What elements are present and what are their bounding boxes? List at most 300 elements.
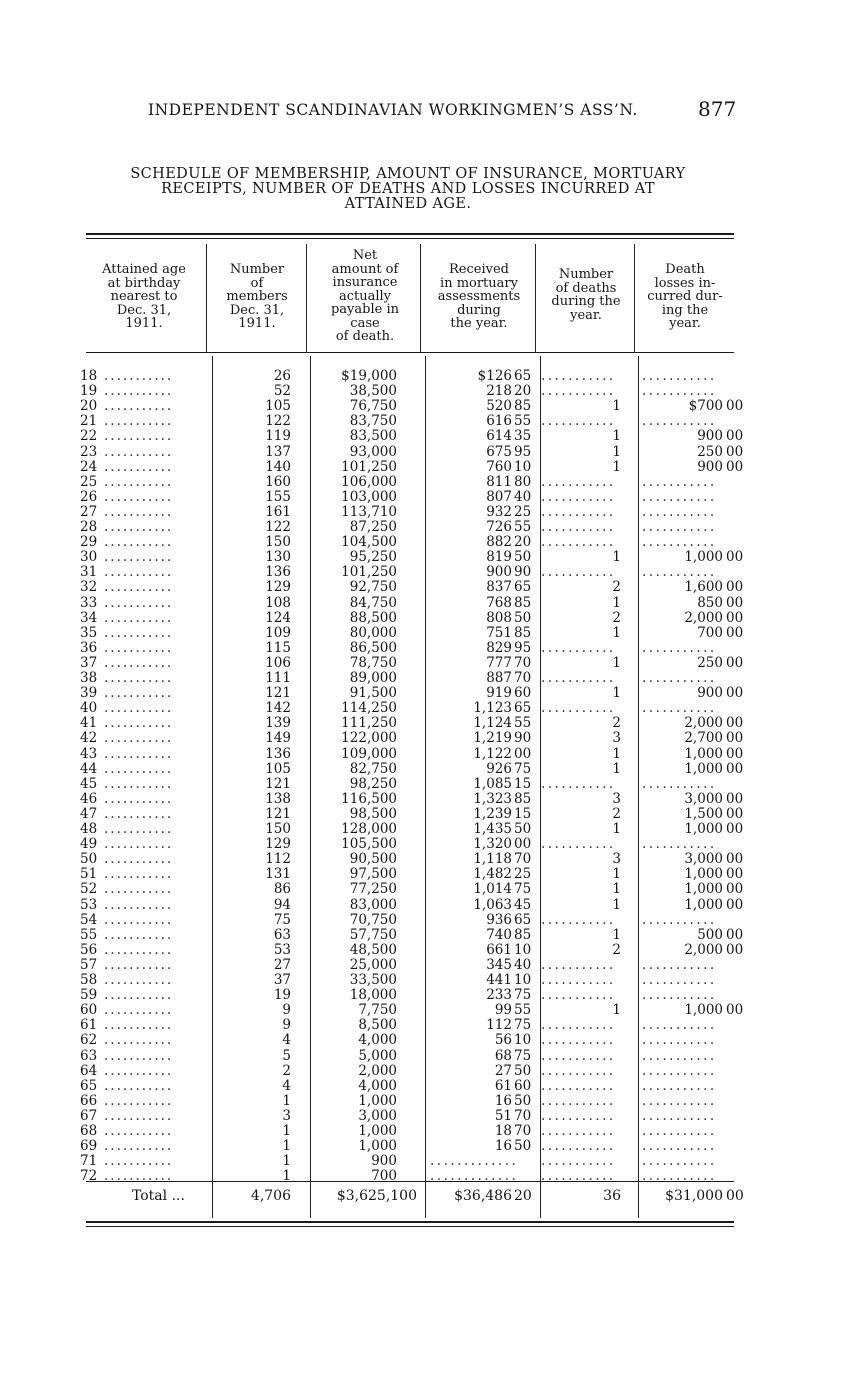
loss-cents-cell: 00 — [726, 745, 744, 762]
loss-dollars-cell: 1,000 — [684, 745, 723, 762]
members-cell: 1 — [282, 1153, 291, 1170]
col-header-losses: Death losses in- curred dur- ing the year. — [647, 262, 723, 331]
dot-leader: ........... — [104, 790, 174, 807]
received-cents-cell: 75 — [514, 881, 532, 898]
received-dollars-cell: 16 — [494, 1138, 512, 1155]
amount-cell: 70,750 — [349, 911, 397, 928]
table-row — [0, 716, 863, 731]
table-row — [0, 414, 863, 429]
amount-cell: 8,500 — [358, 1017, 397, 1034]
amount-cell: 98,500 — [349, 805, 397, 822]
empty-dots: ........... — [642, 413, 717, 430]
age-cell: 45 — [80, 775, 98, 792]
received-cents-cell: 10 — [514, 458, 532, 475]
loss-cents-cell: 00 — [726, 790, 744, 807]
loss-dollars-cell: 2,000 — [684, 941, 723, 958]
amount-cell: 84,750 — [349, 594, 397, 611]
age-cell: 50 — [80, 851, 98, 868]
age-cell: 46 — [80, 790, 98, 807]
empty-dots: ........... — [642, 1077, 717, 1094]
received-dollars-cell: 112 — [486, 1017, 512, 1034]
empty-dots: ........... — [642, 488, 717, 505]
table-row — [0, 1109, 863, 1124]
age-cell: 61 — [80, 1017, 98, 1034]
members-cell: 3 — [282, 1107, 291, 1124]
loss-dollars-cell: 2,700 — [684, 730, 723, 747]
header-bottom-rule — [86, 352, 734, 353]
received-dollars-cell: 616 — [486, 413, 512, 430]
table-row — [0, 399, 863, 414]
empty-dots: ............. — [430, 1168, 519, 1185]
empty-dots: ........... — [642, 911, 717, 928]
members-cell: 19 — [273, 987, 291, 1004]
received-cents-cell: 75 — [514, 1017, 532, 1034]
empty-dots: ........... — [541, 836, 616, 853]
received-cents-cell: 75 — [514, 987, 532, 1004]
age-cell: 28 — [80, 519, 98, 535]
loss-dollars-cell: 700 — [697, 624, 723, 641]
amount-cell: $19,000 — [341, 368, 397, 384]
total-received-cents: 20 — [514, 1188, 532, 1204]
received-dollars-cell: 61 — [494, 1077, 512, 1094]
age-cell: 65 — [80, 1077, 98, 1094]
dot-leader: ........... — [104, 624, 174, 641]
table-row — [0, 973, 863, 988]
dot-leader: ........... — [104, 805, 174, 822]
age-cell: 44 — [80, 760, 98, 777]
members-cell: 150 — [265, 534, 291, 551]
dot-leader: ........... — [104, 775, 174, 792]
members-cell: 37 — [273, 972, 291, 988]
age-cell: 57 — [80, 956, 98, 973]
received-dollars-cell: 18 — [494, 1123, 512, 1139]
received-cents-cell: 40 — [514, 956, 532, 973]
received-dollars-cell: 936 — [486, 911, 512, 928]
members-cell: 119 — [265, 428, 291, 445]
loss-dollars-cell: 3,000 — [684, 790, 723, 807]
age-cell: 43 — [80, 745, 98, 762]
empty-dots: ........... — [541, 972, 616, 988]
members-cell: 106 — [265, 654, 291, 671]
age-cell: 60 — [80, 1002, 98, 1019]
empty-dots: ........... — [541, 503, 616, 520]
empty-dots: ........... — [541, 956, 616, 973]
column-divider — [634, 244, 635, 352]
age-cell: 23 — [80, 443, 98, 460]
received-cents-cell: 70 — [514, 1123, 532, 1139]
table-row — [0, 626, 863, 641]
amount-cell: 77,250 — [349, 881, 397, 898]
received-dollars-cell: 808 — [486, 609, 512, 626]
total-loss-cents: 00 — [726, 1188, 744, 1204]
empty-dots: ........... — [541, 1092, 616, 1109]
empty-dots: ........... — [642, 1047, 717, 1064]
age-cell: 20 — [80, 398, 98, 415]
members-cell: 131 — [265, 866, 291, 883]
total-received-dollars: $36,486 — [454, 1188, 512, 1204]
table-bottom-rule — [86, 1221, 734, 1223]
received-dollars-cell: 1,219 — [473, 730, 512, 747]
received-dollars-cell: 829 — [486, 639, 512, 656]
title-line: RECEIPTS, NUMBER OF DEATHS AND LOSSES INCURRED AT — [161, 181, 655, 197]
received-cents-cell: 35 — [514, 428, 532, 445]
loss-cents-cell: 00 — [726, 398, 744, 415]
empty-dots: ........... — [541, 911, 616, 928]
empty-dots: ........... — [541, 1107, 616, 1124]
age-cell: 49 — [80, 836, 98, 853]
loss-cents-cell: 00 — [726, 458, 744, 475]
received-dollars-cell: 1,323 — [473, 790, 512, 807]
empty-dots: ........... — [541, 534, 616, 551]
deaths-cell: 2 — [612, 609, 621, 626]
dot-leader: ........... — [104, 685, 174, 702]
dot-leader: ........... — [104, 428, 174, 445]
members-cell: 140 — [265, 458, 291, 475]
members-cell: 155 — [265, 488, 291, 505]
received-dollars-cell: 233 — [486, 987, 512, 1004]
members-cell: 136 — [265, 564, 291, 581]
amount-cell: 3,000 — [358, 1107, 397, 1124]
received-dollars-cell: 837 — [486, 579, 512, 596]
empty-dots: ........... — [541, 564, 616, 581]
loss-cents-cell: 00 — [726, 609, 744, 626]
members-cell: 26 — [273, 368, 291, 384]
age-cell: 55 — [80, 926, 98, 943]
empty-dots: ........... — [541, 775, 616, 792]
total-deaths: 36 — [603, 1188, 621, 1204]
received-dollars-cell: 1,118 — [473, 851, 512, 868]
amount-cell: 33,500 — [349, 972, 397, 988]
empty-dots: ........... — [642, 1062, 717, 1079]
received-dollars-cell: 887 — [486, 670, 512, 686]
empty-dots: ........... — [541, 1138, 616, 1155]
dot-leader: ........... — [104, 1062, 174, 1079]
loss-cents-cell: 00 — [726, 594, 744, 611]
page-header — [0, 97, 863, 123]
age-cell: 22 — [80, 428, 98, 445]
loss-cents-cell: 00 — [726, 654, 744, 671]
age-cell: 64 — [80, 1062, 98, 1079]
received-dollars-cell: 1,320 — [473, 836, 512, 853]
received-dollars-cell: 1,063 — [473, 896, 512, 913]
members-cell: 112 — [265, 851, 291, 868]
empty-dots: ........... — [642, 503, 717, 520]
received-cents-cell: 80 — [514, 473, 532, 490]
age-cell: 35 — [80, 624, 98, 641]
table-row — [0, 475, 863, 490]
table-row — [0, 988, 863, 1003]
deaths-cell: 1 — [612, 458, 621, 475]
amount-cell: 57,750 — [349, 926, 397, 943]
table-row — [0, 671, 863, 686]
table-row — [0, 565, 863, 580]
deaths-cell: 1 — [612, 760, 621, 777]
empty-dots: ........... — [541, 1047, 616, 1064]
deaths-cell: 3 — [612, 730, 621, 747]
table-row — [0, 656, 863, 671]
members-cell: 9 — [282, 1017, 291, 1034]
loss-dollars-cell: 2,000 — [684, 609, 723, 626]
received-dollars-cell: 51 — [494, 1107, 512, 1124]
age-cell: 21 — [80, 413, 98, 430]
amount-cell: 7,750 — [358, 1002, 397, 1019]
deaths-cell: 1 — [612, 866, 621, 883]
empty-dots: ........... — [541, 639, 616, 656]
empty-dots: ........... — [642, 1168, 717, 1185]
table-row — [0, 747, 863, 762]
age-cell: 66 — [80, 1092, 98, 1109]
received-cents-cell: 50 — [514, 821, 532, 837]
members-cell: 138 — [265, 790, 291, 807]
deaths-cell: 1 — [612, 1002, 621, 1019]
dot-leader: ........... — [104, 896, 174, 913]
loss-dollars-cell: 3,000 — [684, 851, 723, 868]
table-row — [0, 429, 863, 444]
age-cell: 52 — [80, 881, 98, 898]
amount-cell: 38,500 — [349, 383, 397, 400]
empty-dots: ........... — [642, 700, 717, 717]
table-row — [0, 762, 863, 777]
empty-dots: ........... — [642, 519, 717, 535]
received-dollars-cell: 218 — [486, 383, 512, 400]
deaths-cell: 1 — [612, 881, 621, 898]
dot-leader: ........... — [104, 503, 174, 520]
dot-leader: ........... — [104, 473, 174, 490]
members-cell: 9 — [282, 1002, 291, 1019]
table-row — [0, 1033, 863, 1048]
table-row — [0, 943, 863, 958]
members-cell: 105 — [265, 398, 291, 415]
received-cents-cell: 00 — [514, 836, 532, 853]
empty-dots: ........... — [642, 1107, 717, 1124]
received-cents-cell: 85 — [514, 624, 532, 641]
dot-leader: ........... — [104, 987, 174, 1004]
table-row — [0, 837, 863, 852]
age-cell: 42 — [80, 730, 98, 747]
received-cents-cell: 65 — [514, 579, 532, 596]
age-cell: 40 — [80, 700, 98, 717]
deaths-cell: 1 — [612, 745, 621, 762]
amount-cell: 111,250 — [341, 715, 397, 732]
loss-dollars-cell: 250 — [697, 443, 723, 460]
received-dollars-cell: 751 — [486, 624, 512, 641]
amount-cell: 18,000 — [349, 987, 397, 1004]
dot-leader: ........... — [104, 1138, 174, 1155]
age-cell: 18 — [80, 368, 98, 384]
members-cell: 53 — [273, 941, 291, 958]
dot-leader: ........... — [104, 654, 174, 671]
amount-cell: 82,750 — [349, 760, 397, 777]
age-cell: 62 — [80, 1032, 98, 1049]
age-cell: 59 — [80, 987, 98, 1004]
dot-leader: ........... — [104, 534, 174, 551]
received-cents-cell: 85 — [514, 790, 532, 807]
deaths-cell: 1 — [612, 654, 621, 671]
total-label: Total ... — [132, 1188, 185, 1204]
title-line: ATTAINED AGE. — [344, 196, 472, 212]
amount-cell: 128,000 — [341, 821, 397, 837]
amount-cell: 80,000 — [349, 624, 397, 641]
table-row — [0, 1018, 863, 1033]
table-row — [0, 731, 863, 746]
col-header-members: Number of members Dec. 31, 1911. — [226, 262, 288, 331]
age-cell: 25 — [80, 473, 98, 490]
age-cell: 63 — [80, 1047, 98, 1064]
received-dollars-cell: 819 — [486, 549, 512, 566]
received-dollars-cell: 1,124 — [473, 715, 512, 732]
received-dollars-cell: 614 — [486, 428, 512, 445]
received-cents-cell: 70 — [514, 670, 532, 686]
received-dollars-cell: 926 — [486, 760, 512, 777]
total-amount: $3,625,100 — [336, 1188, 417, 1204]
empty-dots: ........... — [541, 670, 616, 686]
age-cell: 51 — [80, 866, 98, 883]
amount-cell: 76,750 — [349, 398, 397, 415]
dot-leader: ........... — [104, 609, 174, 626]
amount-cell: 4,000 — [358, 1077, 397, 1094]
table-row — [0, 1064, 863, 1079]
received-dollars-cell: 760 — [486, 458, 512, 475]
amount-cell: 83,500 — [349, 428, 397, 445]
deaths-cell: 1 — [612, 896, 621, 913]
dot-leader: ........... — [104, 715, 174, 732]
members-cell: 2 — [282, 1062, 291, 1079]
dot-leader: ........... — [104, 488, 174, 505]
amount-cell: 116,500 — [341, 790, 397, 807]
loss-cents-cell: 00 — [726, 579, 744, 596]
age-cell: 36 — [80, 639, 98, 656]
empty-dots: ........... — [642, 1153, 717, 1170]
loss-cents-cell: 00 — [726, 549, 744, 566]
empty-dots: ........... — [541, 488, 616, 505]
col-header-age: Attained age at birthday nearest to Dec. 31, 1911. — [102, 262, 186, 331]
empty-dots: ........... — [541, 987, 616, 1004]
received-dollars-cell: 1,085 — [473, 775, 512, 792]
age-cell: 47 — [80, 805, 98, 822]
received-dollars-cell: 1,122 — [473, 745, 512, 762]
members-cell: 130 — [265, 549, 291, 566]
received-cents-cell: 15 — [514, 775, 532, 792]
table-row — [0, 1003, 863, 1018]
dot-leader: ........... — [104, 911, 174, 928]
members-cell: 111 — [265, 670, 291, 686]
empty-dots: ........... — [642, 987, 717, 1004]
table-row — [0, 792, 863, 807]
amount-cell: 91,500 — [349, 685, 397, 702]
age-cell: 24 — [80, 458, 98, 475]
empty-dots: ........... — [642, 383, 717, 400]
received-dollars-cell: 811 — [486, 473, 512, 490]
received-cents-cell: 25 — [514, 866, 532, 883]
received-cents-cell: 85 — [514, 398, 532, 415]
amount-cell: 97,500 — [349, 866, 397, 883]
table-row — [0, 369, 863, 384]
amount-cell: 2,000 — [358, 1062, 397, 1079]
members-cell: 105 — [265, 760, 291, 777]
deaths-cell: 2 — [612, 941, 621, 958]
amount-cell: 92,750 — [349, 579, 397, 596]
received-cents-cell: 65 — [514, 911, 532, 928]
loss-cents-cell: 00 — [726, 428, 744, 445]
age-cell: 33 — [80, 594, 98, 611]
amount-cell: 103,000 — [341, 488, 397, 505]
empty-dots: ........... — [541, 700, 616, 717]
members-cell: 108 — [265, 594, 291, 611]
deaths-cell: 3 — [612, 851, 621, 868]
members-cell: 136 — [265, 745, 291, 762]
received-cents-cell: 50 — [514, 549, 532, 566]
table-row — [0, 384, 863, 399]
total-loss-dollars: $31,000 — [665, 1188, 723, 1204]
members-cell: 1 — [282, 1138, 291, 1155]
table-row — [0, 867, 863, 882]
dot-leader: ........... — [104, 398, 174, 415]
received-cents-cell: 25 — [514, 503, 532, 520]
loss-dollars-cell: 500 — [697, 926, 723, 943]
age-cell: 34 — [80, 609, 98, 626]
amount-cell: 98,250 — [349, 775, 397, 792]
table-row — [0, 686, 863, 701]
amount-cell: 1,000 — [358, 1138, 397, 1155]
amount-cell: 104,500 — [341, 534, 397, 551]
dot-leader: ........... — [104, 866, 174, 883]
members-cell: 4 — [282, 1077, 291, 1094]
deaths-cell: 1 — [612, 549, 621, 566]
dot-leader: ........... — [104, 579, 174, 596]
amount-cell: 114,250 — [341, 700, 397, 717]
amount-cell: 900 — [371, 1153, 397, 1170]
loss-dollars-cell: 1,600 — [684, 579, 723, 596]
dot-leader: ........... — [104, 639, 174, 656]
members-cell: 122 — [265, 519, 291, 535]
dot-leader: ........... — [104, 594, 174, 611]
age-cell: 48 — [80, 821, 98, 837]
empty-dots: ........... — [541, 519, 616, 535]
loss-dollars-cell: $700 — [688, 398, 723, 415]
table-row — [0, 1079, 863, 1094]
received-dollars-cell: 1,482 — [473, 866, 512, 883]
members-cell: 1 — [282, 1123, 291, 1139]
received-dollars-cell: 661 — [486, 941, 512, 958]
amount-cell: 113,710 — [341, 503, 397, 520]
received-cents-cell: 55 — [514, 413, 532, 430]
received-cents-cell: 70 — [514, 851, 532, 868]
empty-dots: ........... — [541, 1168, 616, 1185]
deaths-cell: 2 — [612, 715, 621, 732]
deaths-cell: 1 — [612, 685, 621, 702]
members-cell: 4 — [282, 1032, 291, 1049]
received-dollars-cell: 882 — [486, 534, 512, 551]
dot-leader: ........... — [104, 549, 174, 566]
empty-dots: ........... — [642, 639, 717, 656]
amount-cell: 1,000 — [358, 1092, 397, 1109]
received-dollars-cell: 740 — [486, 926, 512, 943]
dot-leader: ........... — [104, 821, 174, 837]
col-header-received: Received in mortuary assessments during the year. — [437, 262, 521, 331]
amount-cell: 122,000 — [341, 730, 397, 747]
received-cents-cell: 50 — [514, 1062, 532, 1079]
loss-dollars-cell: 1,000 — [684, 760, 723, 777]
table-row — [0, 913, 863, 928]
loss-cents-cell: 00 — [726, 760, 744, 777]
dot-leader: ........... — [104, 1002, 174, 1019]
amount-cell: 5,000 — [358, 1047, 397, 1064]
members-cell: 129 — [265, 836, 291, 853]
received-dollars-cell: 932 — [486, 503, 512, 520]
empty-dots: ........... — [541, 1062, 616, 1079]
received-cents-cell: 50 — [514, 1092, 532, 1109]
age-cell: 68 — [80, 1123, 98, 1139]
